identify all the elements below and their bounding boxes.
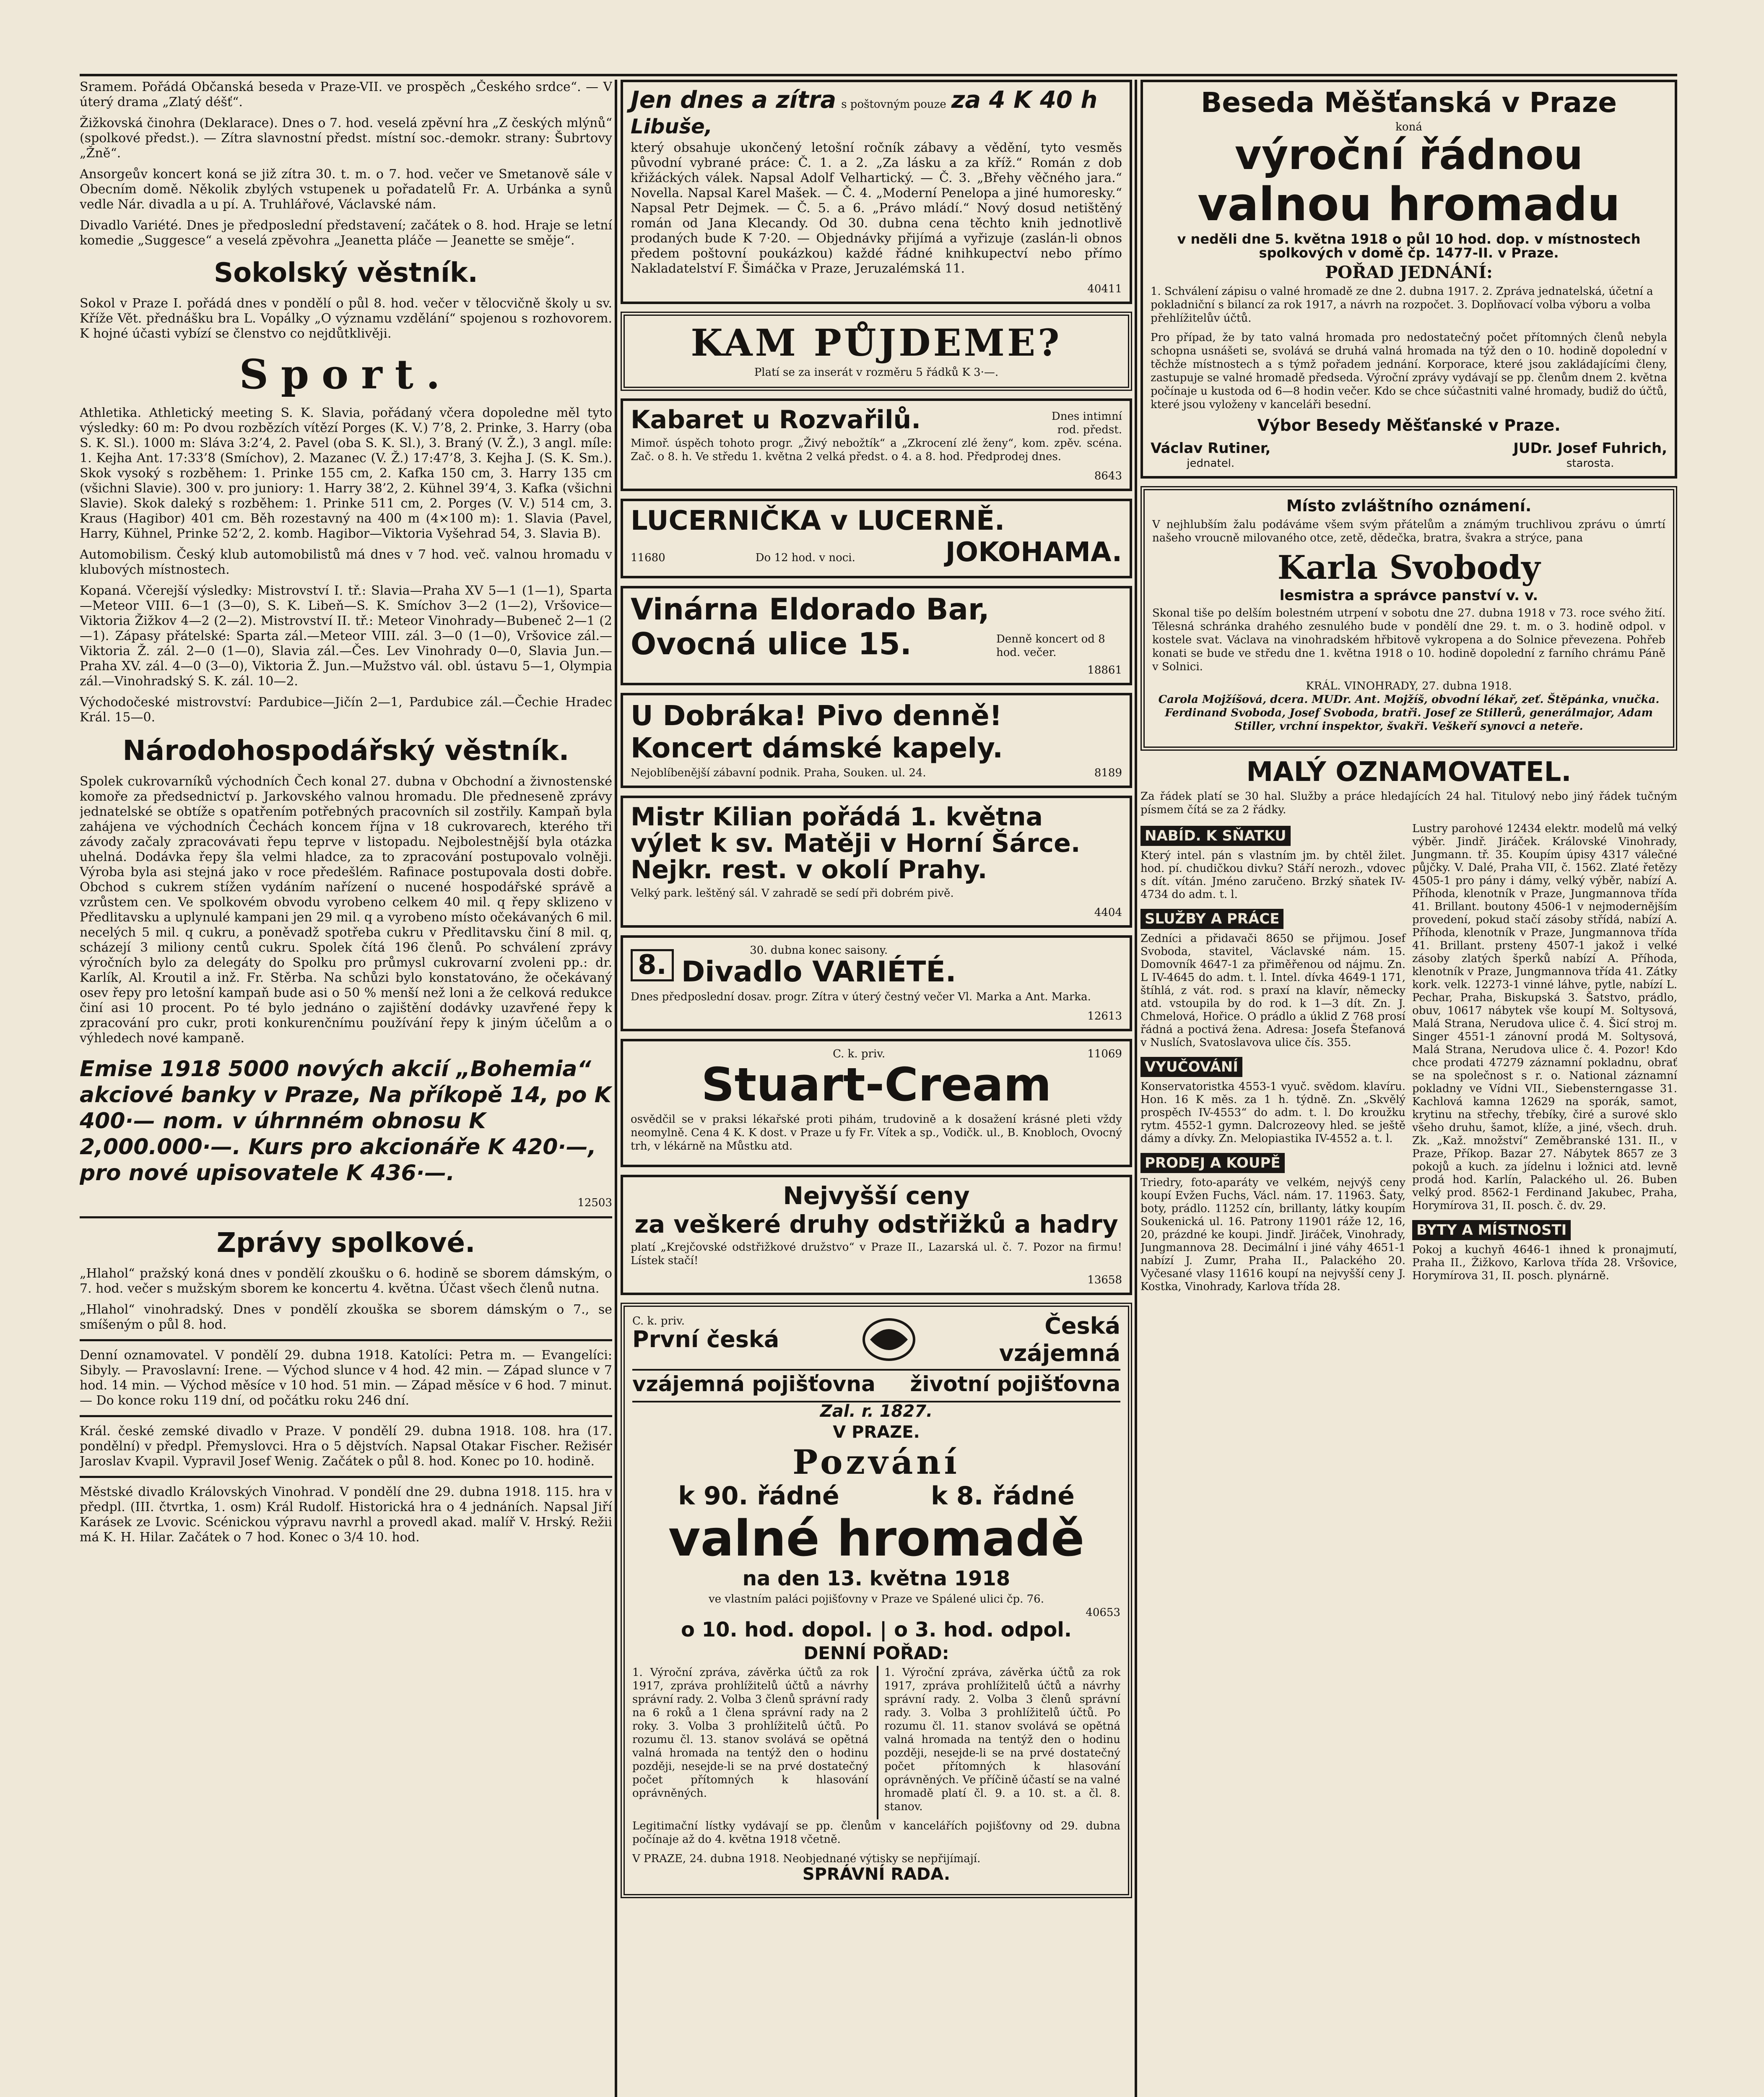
category-housing: BYTY A MÍSTNOSTI <box>1412 1220 1571 1240</box>
ad-bohemia-shares: Emise 1918 5000 nových akcií „Bohemia“ akciové banky v Praze, Na příkopě 14, po K 400·— nom. v úhrnném obnosu K 2,000.000·—. Kurs pro akcionáře K 420·—, pro nové upisovatele K 436·—. <box>80 1056 611 1186</box>
ad-kilian <box>621 796 1132 928</box>
ad-libuse-sub: s poštovným pouze <box>841 98 946 111</box>
odstrizky-heading-2: za veškeré druhy odstřižků a hadry <box>634 1210 1118 1239</box>
valne-hromade: valné hromadě <box>668 1509 1085 1568</box>
kilian-text: Velký park. leštěný sál. V zahradě se sedí při dobrém pivě. <box>631 887 954 900</box>
beseda-kona: koná <box>1395 121 1422 134</box>
signature-left-role: jednatel. <box>1187 457 1235 470</box>
valna-90: k 90. řádné <box>678 1481 839 1511</box>
dobrak-text: Nejoblíbenější zábavní podnik. Praha, Souken. ul. 24. <box>631 766 926 779</box>
legitimation-note: Legitimační lístky vydávají se pp. členům v kancelářích pojišťovny od 29. dubna počínaje až do 4. května 1918 včetně. <box>632 1819 1120 1846</box>
divider <box>80 1216 612 1218</box>
obituary-place-date: KRÁL. VINOHRADY, 27. dubna 1918. <box>1306 680 1512 693</box>
vinarna-heading: Vinárna Eldorado Bar, <box>631 592 990 627</box>
section-heading-sokol: Sokolský věstník. <box>214 258 478 289</box>
beseda-order: 1. Schválení zápisu o valné hromadě ze dne 2. dubna 1917. 2. Zpráva jednatelská, účetní a pokladniční s bilancí za rok 1917, a návrh na rozpočet. 3. Doplňovací volba výboru a volba přehlížitelův účtů. <box>1151 285 1653 325</box>
classifieds-heading: MALÝ OZNAMOVATEL. <box>1246 757 1572 788</box>
ad-number: 40653 <box>1086 1606 1120 1619</box>
stuart-text: osvědčil se v praksi lékařské proti pihám, trudovině a k dosažení krásné pleti vždy neomylně. Cena 4 K. K dost. v Praze u fy Fr. Vítek a sp., Vodičk. ul., B. Knobloch, Ovocný trh, v lékárně na Můstku atd. <box>631 1113 1122 1153</box>
pojistovna-l1: První česká <box>632 1326 779 1353</box>
obituary-title: lesmistra a správce panství v. v. <box>1279 587 1538 604</box>
prague-date: V PRAZE, 24. dubna 1918. Neobjednané výtisky se nepřijímají. <box>632 1852 981 1865</box>
section-heading-sport: Sport. <box>239 351 453 398</box>
signature-right: JUDr. Josef Fuhrich, <box>1513 440 1667 457</box>
variete-heading: Divadlo VARIÉTÉ. <box>681 955 956 989</box>
ad-libuse-head: Jen dnes a zítra <box>631 86 837 114</box>
obituary-text: Skonal tiše po delším bolestném utrpení v sobotu dne 27. dubna 1918 v 73. roce svého žití. Tělesná schránka drahého zesnulého bude v pondělí dne 29. t. m. o 3. hodině odpol. v kostele svat. Václava na vinohradském hřbitově vykropena a do Solnice převezena. Pohřeb konati se bude ve středu dne 1. května 1918 o 10. hodině dopolední z farního chrámu Páně v Solnici. <box>1152 607 1665 674</box>
pojistovna-l2: vzájemná pojišťovna <box>632 1371 876 1396</box>
column-2 <box>621 80 1132 2097</box>
top-rule <box>80 74 1677 76</box>
classified-marriage: Který intel. pán s vlastním jm. by chtěl žilet. hod. pí. chudičkou divku? Stáří nerozh., vdovec s dít. vítán. Jméno zaručeno. Brzký sňatek IV-4734 do adm. t. l. <box>1140 849 1405 901</box>
signature-left: Václav Rutiner, <box>1151 440 1271 457</box>
beseda-heading: Beseda Měšťanská v Praze <box>1201 86 1617 119</box>
ad-number: 12613 <box>1087 1010 1122 1023</box>
kam-pujdeme-heading: KAM PŮJDEME? <box>691 321 1062 365</box>
category-services: SLUŽBY A PRÁCE <box>1140 909 1283 929</box>
beseda-date: v neděli dne 5. května 1918 o půl 10 hod. dop. v místnostech spolkových v domě čp. 1477-II. v Praze. <box>1177 231 1641 261</box>
meeting-place: ve vlastním paláci pojišťovny v Praze ve Spálené ulici čp. 76. <box>709 1593 1044 1606</box>
article-sugar: Spolek cukrovarníků východních Čech konal 27. dubna v Obchodní a živnostenské komoře za předsednictví p. Jarkovského valnou hromadu. Dle předneseně zprávy jednatelské se obtíže s opatřením potřebných pracovních sil zostřily. Kampaň byla zahájena ve východních Čechách koncem října v 18 cukrovarech, kterého tři závody začaly zpracovávati řepu teprve v listopadu. Nejbolestnější byla otázka uhelná. Dodávka řepy šla velmi hladce, za to zpracování postupovalo volněji. Výroba byla asi stejná jako v roce předešlém. Rafinace postupovala dosti dobře. Obchod s cukrem stížen vydáním nařízení o nucené hospodářské správě a vzrůstem cen. Ve spolkovém obvodu vyrobeno celkem 40 mil. q řepy sklizeno v Předlitavsku a uplynulé kampani jen 29 mil. q a vyrobeno místo očekávaných 6 mil. necelých 5 mil. q cukru, a poněvadž spotřeba cukru v Předlitavsku činí 8 mil. q, scházejí 3 miliony centů cukru. Spolek čítá 196 členů. Po schválení zprávy výročních bylo za delegáty do Spolku pro průmysl cukrovarní zvoleni pp.: dr. Karlík, Al. Kroutil a inž. Fr. Stěrba. Na schůzi bylo konstatováno, že očekávaný osev řepy pro letošní kampaň bude asi o 50 % menší než loni a že celková redukce činí asi 10 procent. Po té bylo jednáno o zajištění dodávky uzavřené řepy k zpracování pro cukr, proti konkurenčnímu používání řepy k jiným účelům a o výhledech nové kampaně. <box>80 774 612 1046</box>
order-right: 1. Výroční zpráva, závěrka účtů za rok 1917, zpráva prohlížitelů účtů a návrhy správní rady. 2. Volba 3 členů správní rady. 3. Volba 3 prohlížitelů účtů. Po rozumu čl. 11. stanov svolává se opětná valná hromada na tentýž den o hodinu později, nesejde-li se na prvé dostatečný počet přítomných k hlasování oprávněných. Ve příčině účastí se na valné hromadě platí čl. 9. a 10. st. a čl. 8. stanov. <box>884 1666 1120 1813</box>
article-zizkov: Žižkovská činohra (Deklarace). Dnes o 7. hod. veselá zpěvní hra „Z českých mlýnů“ (spolkové předst.). — Zítra slavnostní předst. místní soc.-demokr. strany: Šubrtovy „Žně“. <box>80 116 612 161</box>
pojistovna-zal: Zal. r. 1827. <box>820 1402 933 1421</box>
category-teaching: VYUČOVÁNÍ <box>1140 1057 1242 1077</box>
ad-libuse-price: za 4 K 40 h <box>951 86 1098 114</box>
kabaret-side: Dnes intimní rod. předst. <box>1051 410 1122 436</box>
odstrizky-heading-1: Nejvyšší ceny <box>783 1181 970 1210</box>
ad-beseda <box>1140 80 1677 479</box>
divider <box>80 1339 612 1341</box>
obituary <box>1140 486 1677 751</box>
stuart-top: C. k. priv. <box>833 1048 886 1061</box>
variete-number: 8. <box>631 949 674 981</box>
kabaret-text: Mimoř. úspěch tohoto progr. „Živý nebožtík“ a „Zkrocení zlé ženy“, kom. zpěv. scéna. Zač. o 8. h. Ve středu 1. května 2 velká předst. o 4. a 8. hod. Předprodej dnes. <box>631 437 1122 463</box>
obituary-name: Karla Svobody <box>1277 548 1541 587</box>
beseda-valnou: valnou hromadu <box>1197 177 1621 232</box>
pojistovna-top: C. k. priv. <box>632 1315 685 1328</box>
classifieds-rates: Za řádek platí se 30 hal. Služby a práce hledajících 24 hal. Titulový nebo jiný řádek tučným písmem čítá se za 2 řádky. <box>1140 790 1677 817</box>
section-heading-economy: Národohospodářský věstník. <box>122 734 569 767</box>
valna-8: k 8. řádné <box>931 1481 1075 1511</box>
ad-pojistovna <box>621 1303 1132 1898</box>
beseda-committee: Výbor Besedy Měšťanské v Praze. <box>1257 416 1561 434</box>
ad-number: 40411 <box>1087 283 1122 296</box>
order-left: 1. Výroční zpráva, závěrka účtů za rok 1917, zpráva prohlížitelů účtů a návrhy správní rady. 2. Volba 3 členů správní rady na 6 roků a 1 člena správní rady na 2 roky. 3. Volba 3 prohlížitelů účtů. Po rozumu čl. 13. stanov svolává se opětná valná hromada na tentýž den o hodinu později, nesejde-li se na prvé dostatečný počet přítomných k hlasování oprávněných. <box>632 1666 868 1800</box>
article-national-theatre: Král. české zemské divadlo v Praze. V pondělí 29. dubna 1918. 108. hra (17. pondělní) v předpl. Přemyslovci. Hra o 5 dějstvích. Napsal Otakar Fischer. Režisér Jaroslav Kvapil. Vypravil Josef Wenig. Začátek o půl 8. hod. Konec po 10. hodině. <box>80 1424 612 1469</box>
article-sokol: Sokol v Praze I. pořádá dnes v pondělí o půl 8. hod. večer v tělocvičně školy u sv. Kříže Vět. přednášku bra L. Vopálky „O významu vzdělání“ spojenou s rozhovorem. K hojné účasti vybízí se členstvo co nejdůtklivěji. <box>80 296 612 341</box>
category-sale: PRODEJ A KOUPĚ <box>1140 1153 1285 1173</box>
lucernicka-heading: LUCERNIČKA v LUCERNĚ. <box>631 505 1005 536</box>
meeting-times: o 10. hod. dopol. | o 3. hod. odpol. <box>681 1618 1072 1642</box>
ad-libuse-title: Libuše, <box>631 114 712 138</box>
article-athletics: Athletika. Athletický meeting S. K. Slavia, pořádaný včera dopoledne měl tyto výsledky: 60 m: Po dvou rozbězích vítězí Porges (K. V.) 7’8, 2. Prinke, 3. Harry (oba S. K. Sl.). 1000 m: Sláva 3:2’4, 2. Pavel (oba S. K. Sl.), 3. Braný (V. Ž.), 3 angl. míle: 1. Kejha Ant. 17:33’8 (Smíchov), 2. Mazanec (V. Ž.) 17:47’8, 3. Kejha J. (S. K. Sm.). Skok vysoký s rozběhem: 1. Prinke 155 cm, 2. Kafka 150 cm, 3. Harry 135 cm (všichni Slavie). 300 v. pro juniory: 1. Harry 38’2, 2. Kühnel 39’4, 3. Kafka (všichni Slavie). Skok daleký s rozběhem: 1. Prinke 511 cm, 2. Porges (V. V.) 514 cm, 3. Kraus (Hagibor) 401 cm. Běh rozestavný na 400 m (4×100 m): 1. Slavia (Pavel, Harry, Kühnel, Prinke 52’2, 2. komb. Hagibor—Viktoria Vyšehrad 54, 3. Slavia B). <box>80 406 612 541</box>
column-rule-1 <box>615 80 617 2097</box>
ad-lucernicka <box>621 499 1132 578</box>
article-vinohrady-theatre: Městské divadlo Královských Vinohrad. V pondělí dne 29. dubna 1918. 115. hra v předpl. (III. čtvrtka, 1. osm) Král Rudolf. Historická hra o 4 jednáních. Napsal Jiří Karásek ze Lvovic. Scénickou výpravu navrhl a provedl akad. malíř V. Hrský. Režii má K. H. Hilar. Začátek o 7 hod. Konec o 3/4 10. hod. <box>80 1485 612 1545</box>
article-football: Kopaná. Včerejší výsledky: Mistrovství I. tř.: Slavia—Praha XV 5—1 (1—1), Sparta—Meteor VIII. 6—1 (3—0), S. K. Libeň—S. K. Smíchov 3—2 (1—2), Vršovice—Viktoria Žižkov 4—2 (2—2). Mistrovství II. tř.: Meteor Vinohrady—Bubeneč 2—1 (2—1). Zápasy přátelské: Sparta zál.—Meteor VIII. zál. 3—0 (1—0), Vršovice zál.—Viktoria Ž. zál. 2—0 (1—0), Slavia zál.—Čes. Lev Vinohrady 0—0, Slavia Jun.—Praha XV. zál. 4—0 (3—0), Viktoria Ž. Jun.—Mužstvo vál. obl. ústavu 5—1, Olympia zál.—Vinohradský S. K. zál. 10—2. <box>80 583 612 689</box>
ad-number: 11680 <box>631 551 665 564</box>
classified-right-column: Lustry parohové 12434 elektr. modelů má velký výběr. Jindř. Jiráček. Královské Vinohrady, Jungmann. tř. 35. Koupím úpisy 4317 válečné půjčky. V. Dalé, Praha VII, č. 1562. Zlaté řetězy 4505-1 pro pány i dámy, velký výběr, nabízí A. Příhoda, klenotník v Praze, Jungmannova třída 41. Brillant. boutony 4506-1 v nejmodernějším provedení, pokud stačí zásoby střídá, nabízí A. Příhoda, klenotník v Praze, Jungmannova třída 41. Brillant. prsteny 4507-1 jakož i velké zásoby zlatých šperků nabízí A. Příhoda, klenotník v Praze, Jungmannova třída 41. Zátky kork. velk. 12273-1 vinné láhve, pytle, nabízí L. Pechar, Praha, Biskupská 3. Šatstvo, prádlo, obuv, 10617 nábytek vše koupí M. Soltysová, Malá Strana, Nerudova ulice č. 4. Šicí stroj m. Singer 4551-1 zánovní prodá M. Soltysová, Malá Strana, Nerudova ulice č. 4. Pozor! Kdo chce prodati 47279 záznamní pokladnu, obrať se na společnost s r. o. National záznamní pokladny ve Vídni VII., Siebensterngasse 31. Kachlová kamna 12629 na sporák, samot, krytinu na střechy, třebíky, čiré a surové sklo všeho druhu, šamot, klíže, a jiné, všech. druh. Zk. „Kaž. množství“ Zeměbranské 131. II., v Praze, Příkop. Bazar 27. Nábytek 8657 ze 3 pokojů a kuch. za jídelnu i ložnici atd. levně prodá hod. Karlín, Palackého ul. 26. Buben velký prod. 8562-1 Ferdinand Jakubec, Praha, Horymírova 31, II. posch. č. dv. 29. <box>1412 822 1677 1212</box>
article-automobilism: Automobilism. Český klub automobilistů má dnes v 7 hod. več. valnou hromadu v klubových místnostech. <box>80 547 612 577</box>
signature-right-role: starosta. <box>1566 457 1614 470</box>
pojistovna-r2: vzájemná <box>999 1340 1120 1366</box>
dobrak-sub: Koncert dámské kapely. <box>631 732 1003 765</box>
vinarna-street: Ovocná ulice 15. <box>631 626 912 662</box>
divider <box>80 1476 612 1478</box>
article-daily-announcer: Denní oznamovatel. V pondělí 29. dubna 1918. Katolíci: Petra m. — Evangelíci: Sibyly. — Pravoslavní: Irene. — Východ slunce v 4 hod. 42 min. — Západ slunce v 7 hod. 14 min. — Východ měsíce v 10 hod. 51 min. — Západ měsíce v 6 hod. 7 minut. — Do konce roku 119 dní, od počátku roku 246 dní. <box>80 1348 612 1408</box>
classified-sale: Triedry, foto-aparáty ve velkém, nejvýš ceny koupí Evžen Fuchs, Václ. nám. 17. 11963. Šaty, boty, prádlo. 11252 cín, brillanty, látky koupím Soukenická ul. 16. Patrony 11901 ráže 12, 16, 20, prázdné ke koupi. Jindř. Jiráček, Vinohrady, Jungmannova 28. Decimální i jiné váhy 4651-1 nabízí J. Zumr, Praha II., Palackého 20. Vyčesané vlasy 11616 koupí na nejvyšší ceny J. Kostka, Vinohrady, Karlova třída 28. <box>1140 1176 1405 1293</box>
column-1 <box>80 80 612 2097</box>
classified-teaching: Konservatoristka 4553-1 vyuč. svědom. klavíru. Hon. 16 K měs. za 1 h. týdně. Zn. „Skvělý prospěch IV-4553“ do adm. t. l. Do kroužku rytm. 4552-1 gymn. Dalcrozeovy hled. se ještě dámy a dívky. Zn. Melopiastika IV-4552 a. t. l. <box>1140 1080 1405 1145</box>
classified-services: Zedníci a přidavači 8650 se přijmou. Josef Svoboda, stavitel, Václavské nám. 15. Domovník 4647-1 za přiměřenou od nájmu. Zn. L IV-4645 do adm. t. l. Intel. dívka 4649-1 171, štíhlá, z vát. rod. s praxí na klavír, německy atd. vstoupila by do rod. k 1—3 dít. Zn. J. Chmelová, Hořice. O prádlo a úklid Z 768 prosí řádná a poctivá žena. Adresa: Josefa Štefanová v Nuslích, Svatoslavova ulice čís. 355. <box>1140 932 1405 1049</box>
ad-number: 4404 <box>1094 906 1122 919</box>
ad-number: 18861 <box>1087 664 1122 677</box>
column-3 <box>1140 80 1677 2097</box>
category-marriage: NABÍD. K SŇATKU <box>1140 826 1291 846</box>
variete-text: Dnes předposlední dosav. progr. Zítra v úterý čestný večer Vl. Marka a Ant. Marka. <box>631 991 1091 1004</box>
ad-odstrizky <box>621 1175 1132 1296</box>
ad-number: 11069 <box>1087 1048 1122 1061</box>
obituary-intro: V nejhlubším žalu podáváme všem svým přátelům a známým truchlivou zprávu o úmrtí našeho vroucně milovaného otce, zetě, dědečka, bratra, švakra a strýce, pana <box>1152 518 1665 544</box>
classified-housing: Pokoj a kuchyň 4646-1 ihned k pronajmutí, Praha II., Žižkovo, Karlova třída 28. Vršovice, Horymírova 31, II. posch. plynárně. <box>1412 1244 1677 1283</box>
kabaret-heading: Kabaret u Rozvařilů. <box>631 405 921 434</box>
ad-libuse <box>621 80 1132 304</box>
board-signature: SPRÁVNÍ RADA. <box>802 1864 951 1884</box>
pozvani-heading: Pozvání <box>792 1442 960 1482</box>
obituary-heading: Místo zvláštního oznámení. <box>1286 496 1532 515</box>
divider <box>80 1415 612 1417</box>
ad-kam-pujdeme <box>621 312 1132 390</box>
stuart-heading: Stuart-Cream <box>701 1058 1052 1112</box>
ad-number: 8643 <box>1094 469 1122 482</box>
ad-variete <box>621 935 1132 1031</box>
ad-number: 12503 <box>577 1197 612 1209</box>
dobrak-heading: U Dobráka! Pivo denně! <box>631 700 1002 732</box>
variete-top: 30. dubna konec saisony. <box>750 944 888 957</box>
ad-number: 13658 <box>1087 1274 1122 1287</box>
article-east-bohemia: Východočeské mistrovství: Pardubice—Jičín 2—1, Pardubice zál.—Čechie Hradec Král. 15—0. <box>80 695 612 725</box>
ad-libuse-text: který obsahuje ukončený letošní ročník zábavy a vědění, tyto vesměs původní vybrané práce: Č. 1. a 2. „Za lásku a za kříž.“ Román z dob křižáckých válek. Napsal Adolf Velhartický. — Č. 3. „Břehy věčného jara.“ Novella. Napsal Karel Mašek. — Č. 4. „Moderní Penelopa a jiné humoresky.“ Napsal Petr Dejmek. — Č. 5. a 6. „Právo mládí.“ Nový dosud netištěný román od Jana Klecandy. Od 30. dubna cena těchto knih jednotlivě prodaných bude K 7·20. — Objednávky přijímá a vyřizuje (zaslán-li obnos předem poštovní poukázkou) každé řádné knihkupectví nebo přímo Nakladatelství F. Šimáčka v Praze, Jeruzalémská 11. <box>631 140 1122 276</box>
pojistovna-r1: Česká <box>1044 1313 1120 1340</box>
article-ansorge: Ansorgeův koncert koná se již zítra 30. t. m. o 7. hod. večer ve Smetanově sále v Obecním domě. Několik zbylých vstupenek u pořadatelů Fr. A. Urbánka a synů vedle Nár. divadla a u pí. A. Truhlářové, Václavské nám. <box>80 167 612 212</box>
ad-number: 8189 <box>1094 766 1122 779</box>
article-hlahol-prague: „Hlahol“ pražský koná dnes v pondělí zkoušku o 6. hodině se sborem dámským, o 7. hod. večer s mužským sborem ke koncertu 4. května. Účast všech členů nutna. <box>80 1266 612 1296</box>
ad-dobrak <box>621 693 1132 788</box>
meeting-date: na den 13. května 1918 <box>742 1567 1011 1591</box>
beseda-order-heading: POŘAD JEDNÁNÍ: <box>1325 262 1493 282</box>
lucernicka-sub: Do 12 hod. v noci. <box>755 551 855 564</box>
kilian-heading: Mistr Kilian pořádá 1. května výlet k sv. Matěji v Horní Šárce. Nejkr. rest. v okolí Prahy. <box>631 802 1081 885</box>
emblem-icon <box>857 1314 920 1365</box>
beseda-text: Pro případ, že by tato valná hromada pro nedostatečný počet přítomných členů nebyla schopna usnášeti se, svolává se druhá valná hromada na týž den o 10. hodině dopolední v těchže místnostech a s týmž pořadem jednání. Korporace, které jsou zakládajícími členy, zastupuje se valné hromadě předseda. Výroční zprávy vydávají se pp. členům dnem 2. května počínaje u kustoda od 6—8 hodin večer. Kdo se chce súčastniti valné hromady, budiž do účtů, které jsou vyloženy v kanceláři besední. <box>1151 331 1667 411</box>
ad-stuart-cream <box>621 1039 1132 1167</box>
kam-pujdeme-sub: Platí se za inserát v rozměru 5 řádků K 3·—. <box>754 366 999 379</box>
column-rule-2 <box>1135 80 1137 2097</box>
pojistovna-praha: V PRAZE. <box>833 1423 920 1442</box>
vinarna-side: Denně koncert od 8 hod. večer. <box>996 633 1105 659</box>
section-heading-societies: Zprávy spolkové. <box>216 1228 475 1259</box>
daily-order-heading: DENNÍ POŘAD: <box>803 1642 949 1663</box>
obituary-survivors: Carola Mojžíšová, dcera. MUDr. Ant. Mojžíš, obvodní lékař, zeť. Štěpánka, vnučka. Ferdinand Svoboda, Josef Svoboda, bratři. Josef ze Stillerů, generálmajor, Adam Stiller, vrchní inspektor, švakři. Veškeří synovci a neteře. <box>1158 693 1660 733</box>
odstrizky-text: platí „Krejčovské odstřižkové družstvo“ v Praze II., Lazarská ul. č. 7. Pozor na firmu! Lístek stačí! <box>631 1241 1122 1267</box>
beseda-vyrocni: výroční řádnou <box>1234 131 1583 180</box>
article-varietes: Divadlo Variété. Dnes je předposlední představení; začátek o 8. hod. Hraje se letní komedie „Suggesce“ a veselá zpěvohra „Jeanetta pláče — Jeanette se směje“. <box>80 218 612 248</box>
article-intro: Sramem. Pořádá Občanská beseda v Praze-VII. ve prospěch „Českého srdce“. — V úterý drama „Zlatý déšť“. <box>80 80 612 109</box>
pojistovna-r3: životní pojišťovna <box>910 1371 1120 1396</box>
article-hlahol-vinohrady: „Hlahol“ vinohradský. Dnes v pondělí zkouška se sborem dámským o 7., se smíšeným o půl 8. hod. <box>80 1302 612 1332</box>
ad-vinarna <box>621 586 1132 685</box>
jokohama: JOKOHAMA. <box>945 536 1122 568</box>
ad-kabaret <box>621 398 1132 491</box>
